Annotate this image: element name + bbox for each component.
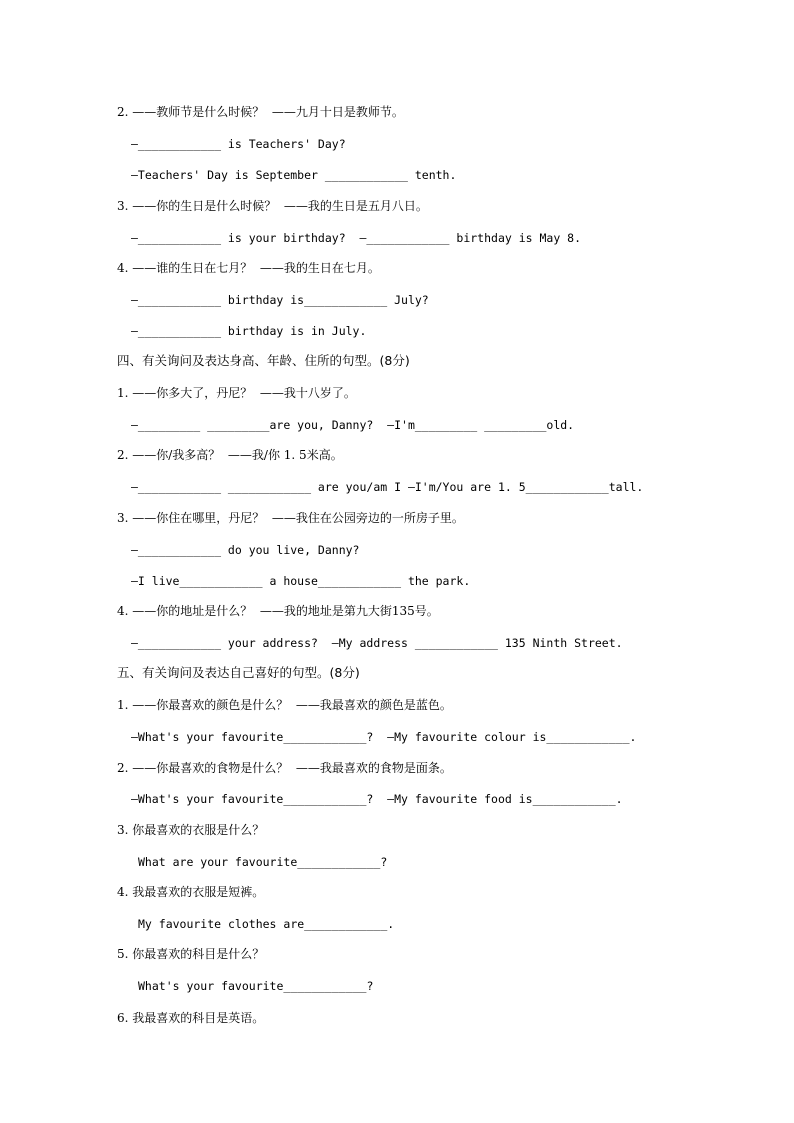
line-text: 3. ——你的生日是什么时候？ ——我的生日是五月八日。 [117, 199, 428, 213]
question-3-prompt [117, 198, 794, 214]
line-text: —What's your favourite____________? —My favourite food is____________. [131, 792, 623, 806]
s5-question-6-prompt [117, 1010, 794, 1026]
line-text: —_________ _________are you, Danny? —I'm_________ _________old. [131, 418, 575, 432]
question-4-prompt [117, 260, 794, 276]
line-text: 五、有关询问及表达自己喜好的句型。(8分) [117, 665, 360, 680]
s5-question-5-prompt [117, 946, 794, 962]
s4-question-3-prompt [117, 510, 794, 526]
question-4-blank-line-1 [131, 292, 794, 308]
line-text: 四、有关询问及表达身高、年龄、住所的句型。(8分) [117, 353, 410, 368]
question-2-blank-line-2 [131, 167, 794, 183]
s4-question-4-blank-line [131, 635, 794, 651]
s5-question-5-blank-line [138, 978, 794, 994]
s4-question-2-prompt [117, 447, 794, 463]
s4-question-1-prompt [117, 385, 794, 401]
s4-question-1-blank-line [131, 417, 794, 433]
line-text: 4. ——你的地址是什么？ ——我的地址是第九大街135号。 [117, 604, 439, 618]
s5-question-3-prompt [117, 822, 794, 838]
line-text: —I live____________ a house____________ the park. [131, 574, 471, 588]
line-text: 5. 你最喜欢的科目是什么？ [117, 947, 265, 961]
line-text: —____________ is your birthday? —____________ birthday is May 8. [131, 231, 582, 245]
line-text: 2. ——教师节是什么时候？ ——九月十日是教师节。 [117, 105, 404, 119]
line-text: —Teachers' Day is September ____________ tenth. [131, 168, 457, 182]
line-text: —____________ is Teachers' Day? [131, 137, 346, 151]
line-text: —____________ birthday is in July. [131, 324, 367, 338]
s5-question-1-blank-line [131, 729, 794, 745]
s5-question-1-prompt [117, 697, 794, 713]
line-text: —What's your favourite____________? —My favourite colour is____________. [131, 730, 637, 744]
section-5-heading [117, 665, 794, 681]
line-text: What's your favourite____________? [138, 979, 374, 993]
line-text: —____________ ____________ are you/am I —I'm/You are 1. 5____________tall. [131, 480, 644, 494]
s5-question-4-prompt [117, 884, 794, 900]
s4-question-3-blank-line-2 [131, 573, 794, 589]
line-text: My favourite clothes are____________. [138, 917, 395, 931]
s5-question-2-blank-line [131, 791, 794, 807]
question-2-blank-line-1 [131, 136, 794, 152]
s5-question-4-blank-line [138, 916, 794, 932]
question-2-prompt [117, 104, 794, 120]
line-text: 1. ——你多大了，丹尼？ ——我十八岁了。 [117, 386, 356, 400]
line-text: —____________ do you live, Danny? [131, 543, 360, 557]
line-text: 1. ——你最喜欢的颜色是什么？ ——我最喜欢的颜色是蓝色。 [117, 698, 452, 712]
line-text: 3. 你最喜欢的衣服是什么？ [117, 823, 265, 837]
line-text: 4. ——谁的生日在七月？ ——我的生日在七月。 [117, 261, 380, 275]
question-3-blank-line [131, 230, 794, 246]
line-text: 4. 我最喜欢的衣服是短裤。 [117, 885, 265, 899]
line-text: 2. ——你/我多高？ ——我/你 1. 5米高。 [117, 448, 343, 462]
s4-question-2-blank-line [131, 479, 794, 495]
question-4-blank-line-2 [131, 323, 794, 339]
s4-question-4-prompt [117, 603, 794, 619]
section-4-heading [117, 353, 794, 369]
line-text: 3. ——你住在哪里，丹尼？ ——我住在公园旁边的一所房子里。 [117, 511, 464, 525]
line-text: 6. 我最喜欢的科目是英语。 [117, 1011, 265, 1025]
line-text: —____________ your address? —My address ____________ 135 Ninth Street. [131, 636, 623, 650]
line-text: —____________ birthday is____________ July? [131, 293, 429, 307]
s5-question-2-prompt [117, 760, 794, 776]
s5-question-3-blank-line [138, 854, 794, 870]
line-text: 2. ——你最喜欢的食物是什么？ ——我最喜欢的食物是面条。 [117, 761, 452, 775]
line-text: What are your favourite____________? [138, 855, 388, 869]
s4-question-3-blank-line-1 [131, 542, 794, 558]
